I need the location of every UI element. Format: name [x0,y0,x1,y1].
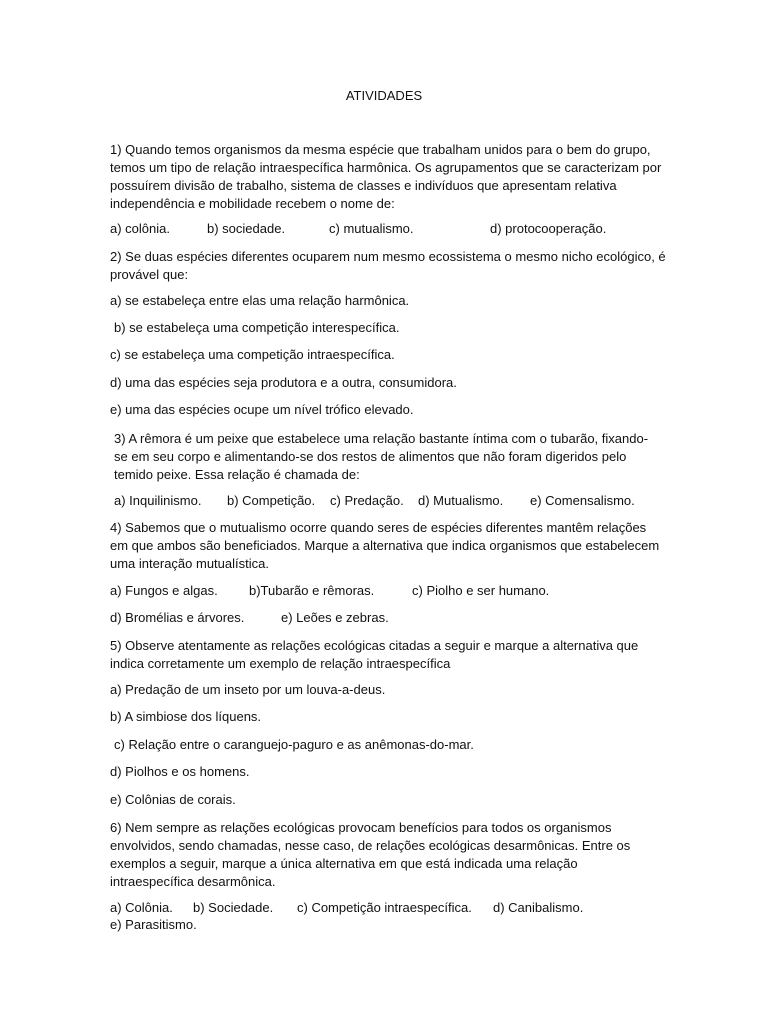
q2-option-c: c) se estabeleça uma competição intraespecífica. [110,347,395,362]
q4-option-e: e) Leões e zebras. [281,610,389,625]
q4-option-c: c) Piolho e ser humano. [412,583,550,598]
q3-option-e: e) Comensalismo. [530,493,635,508]
q3-option-c: c) Predação. [330,493,404,508]
q4-option-a: a) Fungos e algas. [110,583,218,598]
q2-option-a: a) se estabeleça entre elas uma relação harmônica. [110,293,410,308]
q1-option-c: c) mutualismo. [329,221,414,236]
q1-option-b: b) sociedade. [207,221,286,236]
q6-option-b: b) Sociedade. [193,900,274,915]
q5-option-b: b) A simbiose dos líquens. [110,709,262,724]
question-1-text: 1) Quando temos organismos da mesma espécie que trabalham unidos para o bem do grupo, temos um tipo de relação intraespecífica harmônica. Os agrupamentos que se caracterizam por possuírem divisão de trabalho, sistema de classes e indivíduos que apresentam relativa independência e mobilidade recebem o nome de: [110,142,662,211]
question-4-text: 4) Sabemos que o mutualismo ocorre quando seres de espécies diferentes mantêm relações em que ambos são beneficiados. Marque a alternativa que indica organismos que estabelecem uma interação mutualística. [110,520,660,571]
q5-option-a: a) Predação de um inseto por um louva-a-deus. [110,682,386,697]
q6-option-a: a) Colônia. [110,900,173,915]
page-title: ATIVIDADES [345,88,423,103]
q2-option-e: e) uma das espécies ocupe um nível trófico elevado. [110,402,414,417]
q5-option-c: c) Relação entre o caranguejo-paguro e as anêmonas-do-mar. [114,737,474,752]
q6-option-c: c) Competição intraespecífica. [297,900,472,915]
q3-option-a: a) Inquilinismo. [114,493,202,508]
q5-option-d: d) Piolhos e os homens. [110,764,250,779]
q6-option-d: d) Canibalismo. [493,900,584,915]
question-2-text: 2) Se duas espécies diferentes ocuparem num mesmo ecossistema o mesmo nicho ecológico, é provável que: [110,249,666,282]
q2-option-b: b) se estabeleça uma competição interespecífica. [114,320,400,335]
q1-option-a: a) colônia. [110,221,170,236]
question-5-text: 5) Observe atentamente as relações ecológicas citadas a seguir e marque a alternativa que indica corretamente um exemplo de relação intraespecífica [110,638,639,671]
q4-option-d: d) Bromélias e árvores. [110,610,245,625]
question-3-text: 3) A rêmora é um peixe que estabelece uma relação bastante íntima com o tubarão, fixando-se em seu corpo e alimentando-se dos restos de alimentos que não foram digeridos pelo temido peixe. Essa relação é chamada de: [114,431,649,482]
q5-option-e: e) Colônias de corais. [110,792,236,807]
q6-option-e: e) Parasitismo. [110,917,197,932]
q3-option-d: d) Mutualismo. [418,493,504,508]
q1-option-d: d) protocooperação. [490,221,607,236]
q3-option-b: b) Competição. [227,493,316,508]
q2-option-d: d) uma das espécies seja produtora e a outra, consumidora. [110,375,457,390]
question-6-text: 6) Nem sempre as relações ecológicas provocam benefícios para todos os organismos envolvidos, sendo chamadas, nesse caso, de relações ecológicas desarmônicas. Entre os exemplos a seguir, marque a única alternativa em que está indicada uma relação intraespecífica desarmônica. [110,820,631,889]
q4-option-b: b)Tubarão e rêmoras. [249,583,375,598]
